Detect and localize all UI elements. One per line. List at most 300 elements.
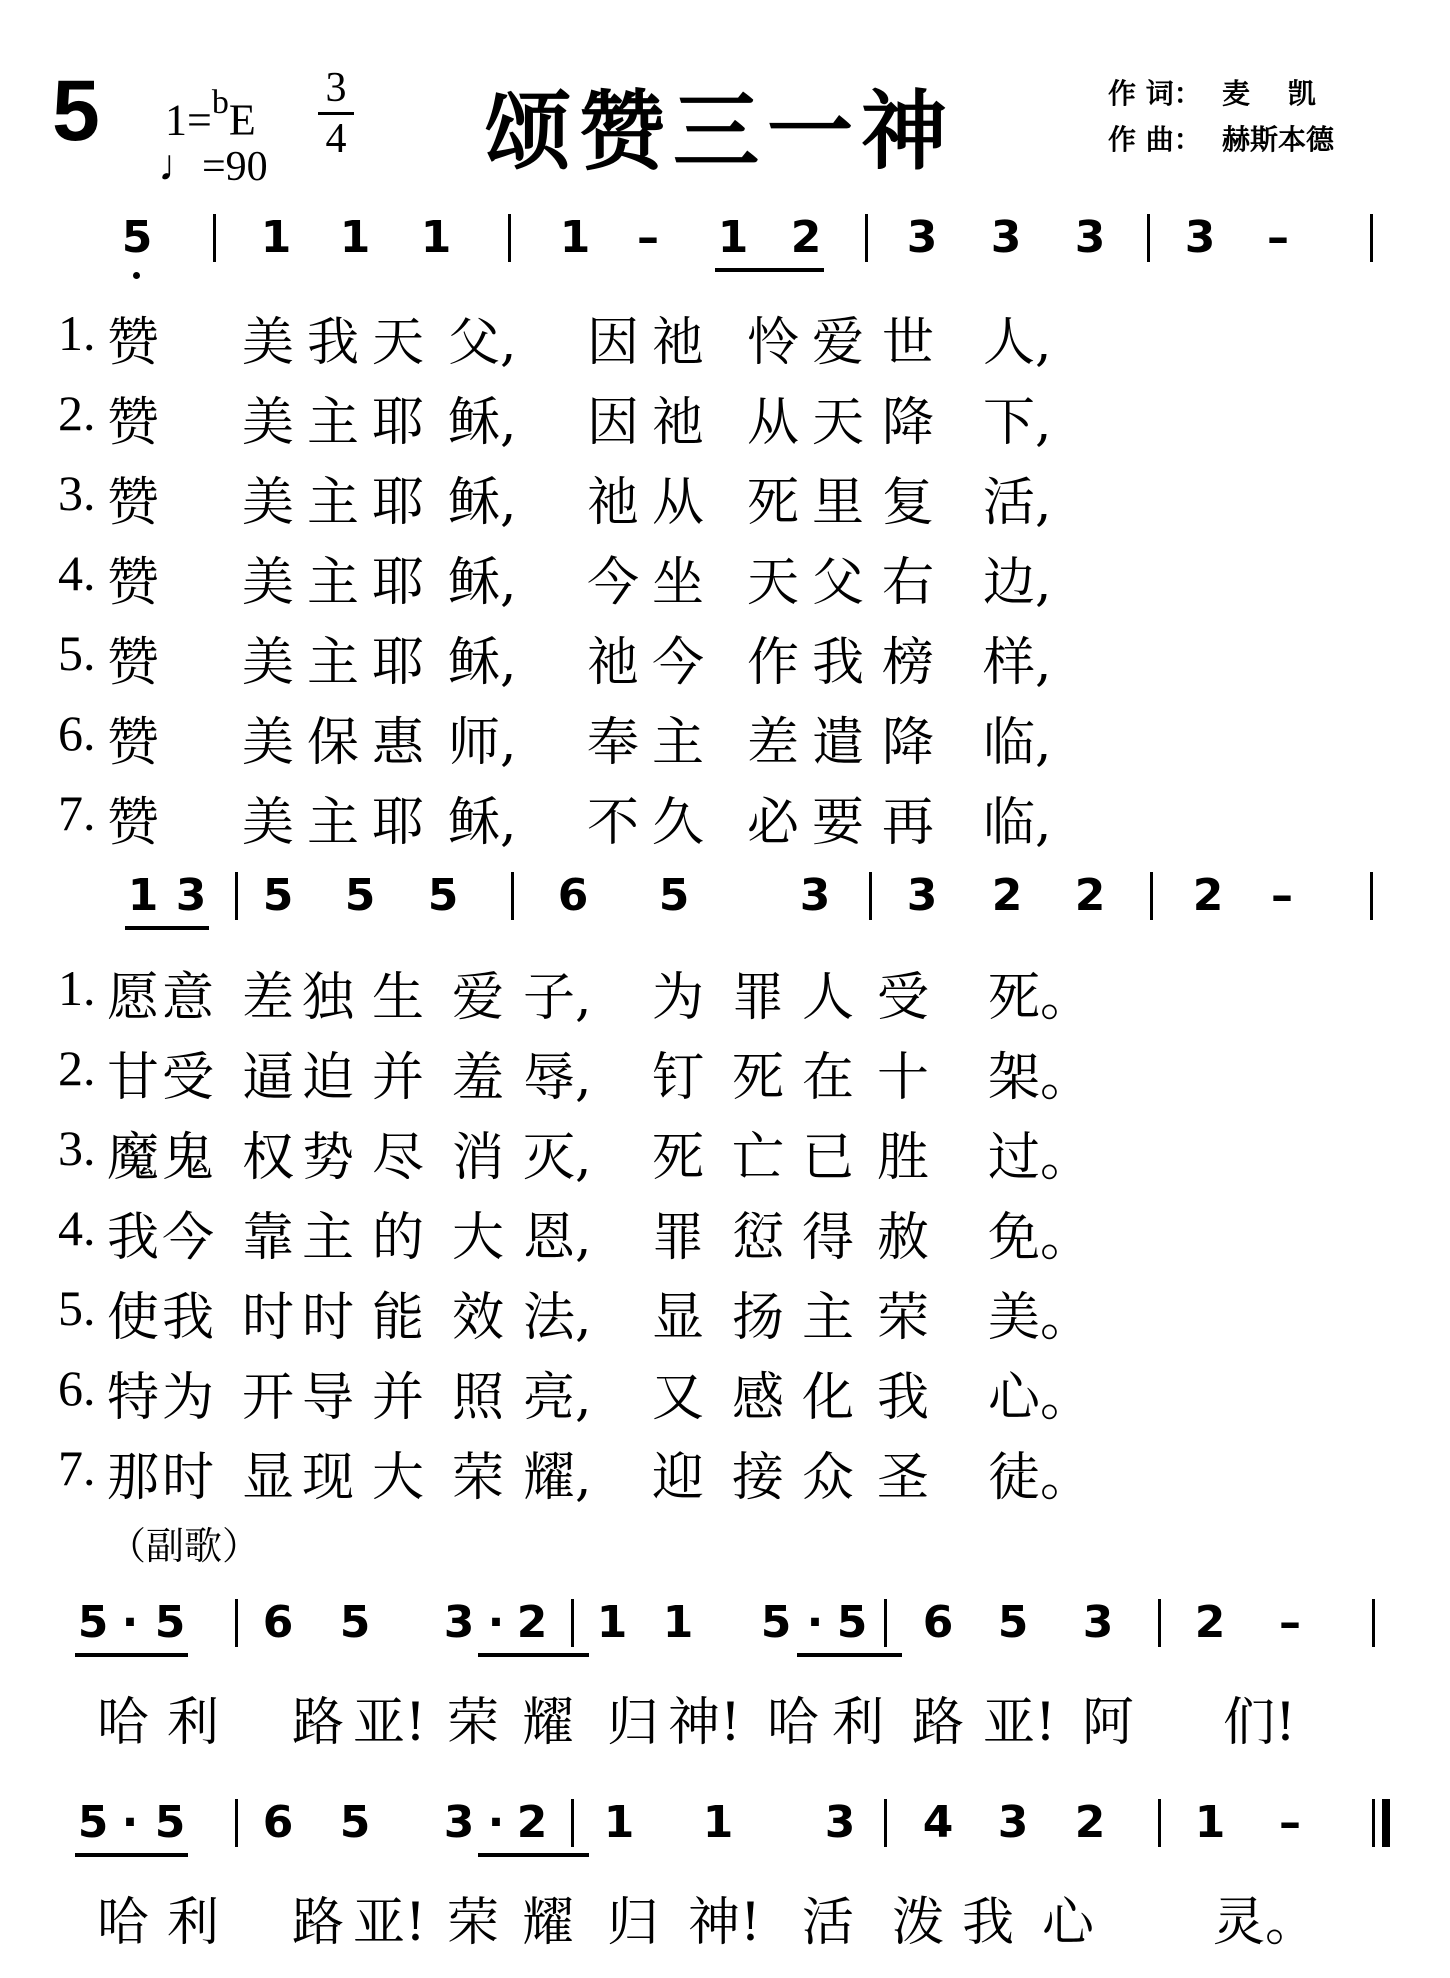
lyric-char: 久 — [651, 793, 704, 853]
lyric-char: 美 — [241, 793, 294, 853]
lyric-char: 荣 — [876, 1288, 929, 1348]
eighth-note-underline — [75, 1653, 188, 1657]
verse-number: 5. — [58, 1280, 96, 1336]
lyric-char: 我 — [161, 1288, 214, 1348]
lyric-char: 耶 — [371, 473, 424, 533]
lyric-char: 惠 — [371, 713, 424, 773]
note: 2 — [991, 870, 1023, 921]
lyric-char: 天 — [811, 393, 864, 453]
lyric-char: 受 — [161, 1048, 214, 1108]
lyric-char: 要 — [811, 793, 864, 853]
lyric-char: 大 — [371, 1448, 424, 1508]
chorus-lyric-char: 利 — [831, 1693, 884, 1753]
lyric-char: 受 — [876, 968, 929, 1028]
lyric-char: 独 — [301, 968, 354, 1028]
barline — [1370, 872, 1373, 920]
note: 5 — [154, 1597, 186, 1648]
lyric-char: 赞 — [106, 473, 159, 533]
lyric-char: 赞 — [106, 633, 159, 693]
composer-credit — [1108, 118, 1334, 158]
lyric-char: 稣, — [448, 393, 517, 453]
lyric-char: 羞 — [451, 1048, 504, 1108]
note: 2 — [516, 1797, 548, 1848]
lyric-char: 死 — [651, 1128, 704, 1188]
note: 1 — [559, 212, 591, 263]
lyric-char: 主 — [306, 393, 359, 453]
lyric-char: 特 — [106, 1368, 159, 1428]
lyricist-label: 作 词： — [1108, 77, 1202, 110]
lyric-char: 胜 — [876, 1128, 929, 1188]
lyric-char: 美 — [241, 633, 294, 693]
lyric-char: 人, — [983, 313, 1052, 373]
final-barline-thin — [1372, 1799, 1375, 1847]
barline — [869, 872, 872, 920]
time-signature-divider — [318, 112, 354, 115]
lyric-char: 扬 — [731, 1288, 784, 1348]
lyric-char: 在 — [801, 1048, 854, 1108]
lyric-char: 差 — [746, 713, 799, 773]
eighth-note-underline — [797, 1653, 902, 1657]
chorus-lyric-char: 哈 — [766, 1693, 819, 1753]
lyric-char: 导 — [301, 1368, 354, 1428]
note: 3 — [906, 212, 938, 263]
lyric-char: 祂 — [651, 313, 704, 373]
lyric-char: 甘 — [106, 1048, 159, 1108]
lyric-char: 得 — [801, 1208, 854, 1268]
lyric-char: 为 — [161, 1368, 214, 1428]
chorus-lyric-char: 哈 — [96, 1693, 149, 1753]
lyric-char: 今 — [651, 633, 704, 693]
lyric-char: 开 — [241, 1368, 294, 1428]
lyric-char: 赞 — [106, 553, 159, 613]
time-signature-top: 3 — [325, 65, 347, 111]
note: 5 — [344, 870, 376, 921]
chorus-lyric-char: 利 — [166, 1893, 219, 1953]
lyric-char: 因 — [586, 313, 639, 373]
lyric-char: 我 — [876, 1368, 929, 1428]
note: 2 — [1192, 870, 1224, 921]
eighth-note-underline — [715, 268, 824, 272]
eighth-note-underline — [478, 1853, 589, 1857]
lyric-char: 亡 — [731, 1128, 784, 1188]
verse-number: 7. — [58, 1440, 96, 1496]
note: · — [487, 1797, 505, 1848]
composer-name: 赫斯本德 — [1222, 123, 1335, 156]
lyric-char: 过。 — [988, 1128, 1093, 1188]
lyric-char: 显 — [241, 1448, 294, 1508]
lyric-char: 世 — [881, 313, 934, 373]
lyric-char: 不 — [586, 793, 639, 853]
lyric-char: 赦 — [876, 1208, 929, 1268]
barline — [884, 1799, 887, 1847]
lyric-char: 亮, — [523, 1368, 592, 1428]
note: 3 — [997, 1797, 1029, 1848]
chorus-lyric-char: 神! — [668, 1693, 741, 1753]
verse-number: 6. — [58, 1360, 96, 1416]
note: 1 — [717, 212, 749, 263]
barline — [1372, 1599, 1375, 1647]
chorus-lyric-char: 路 — [911, 1693, 964, 1753]
lyric-char: 恩, — [523, 1208, 592, 1268]
note: 6 — [262, 1597, 294, 1648]
verse-number: 5. — [58, 625, 96, 681]
chorus-lyric-char: 阿 — [1081, 1693, 1134, 1753]
lyric-char: 死。 — [988, 968, 1093, 1028]
lyric-char: 美 — [241, 393, 294, 453]
barline — [508, 214, 511, 262]
lyric-char: 奉 — [586, 713, 639, 773]
note: 3 — [824, 1797, 856, 1848]
lyric-char: 今 — [586, 553, 639, 613]
lyric-char: 愆 — [731, 1208, 784, 1268]
low-octave-dot — [133, 272, 140, 279]
barline — [865, 214, 868, 262]
note: 5 — [760, 1597, 792, 1648]
barline — [235, 872, 238, 920]
lyric-char: 必 — [746, 793, 799, 853]
lyric-char: 死 — [746, 473, 799, 533]
lyric-char: 鬼 — [161, 1128, 214, 1188]
lyric-char: 我 — [106, 1208, 159, 1268]
lyric-char: 时 — [301, 1288, 354, 1348]
lyric-char: 边, — [983, 553, 1052, 613]
lyric-char: 稣, — [448, 633, 517, 693]
lyric-char: 爱 — [451, 968, 504, 1028]
lyric-char: 主 — [306, 473, 359, 533]
chorus-lyric-char: 耀 — [521, 1893, 574, 1953]
chorus-lyric-char: 归 — [606, 1893, 659, 1953]
lyric-char: 法, — [523, 1288, 592, 1348]
note: · — [121, 1597, 139, 1648]
chorus-lyric-char: 亚! — [983, 1693, 1056, 1753]
note: 1 — [596, 1597, 628, 1648]
note: – — [1279, 1597, 1301, 1648]
lyric-char: 降 — [881, 713, 934, 773]
lyric-char: 并 — [371, 1048, 424, 1108]
chorus-lyric-char: 心 — [1041, 1893, 1094, 1953]
lyric-char: 美 — [241, 313, 294, 373]
note: 6 — [262, 1797, 294, 1848]
note: 5 — [997, 1597, 1029, 1648]
lyric-char: 祂 — [586, 633, 639, 693]
note: 5 — [77, 1797, 109, 1848]
lyric-char: 复 — [881, 473, 934, 533]
lyric-char: 耶 — [371, 793, 424, 853]
tempo-marking — [158, 140, 268, 191]
lyric-char: 的 — [371, 1208, 424, 1268]
lyric-char: 死 — [731, 1048, 784, 1108]
lyric-char: 心。 — [988, 1368, 1093, 1428]
chorus-label: （副歌） — [108, 1524, 261, 1568]
note: 3 — [1082, 1597, 1114, 1648]
lyric-char: 现 — [301, 1448, 354, 1508]
lyric-char: 免。 — [988, 1208, 1093, 1268]
chorus-lyric-char: 们! — [1223, 1693, 1296, 1753]
tempo-value: =90 — [202, 144, 268, 190]
note: 4 — [922, 1797, 954, 1848]
lyric-char: 能 — [371, 1288, 424, 1348]
chorus-lyric-char: 荣 — [446, 1693, 499, 1753]
lyricist-credit — [1108, 72, 1316, 112]
note: 1 — [702, 1797, 734, 1848]
lyric-char: 架。 — [988, 1048, 1093, 1108]
lyric-char: 主 — [306, 553, 359, 613]
lyric-char: 稣, — [448, 553, 517, 613]
lyric-char: 赞 — [106, 313, 159, 373]
lyric-char: 耶 — [371, 633, 424, 693]
lyric-char: 遣 — [811, 713, 864, 773]
note: 5 — [154, 1797, 186, 1848]
lyric-char: 徒。 — [988, 1448, 1093, 1508]
verse-number: 1. — [58, 960, 96, 1016]
lyric-char: 大 — [451, 1208, 504, 1268]
barline — [235, 1599, 238, 1647]
lyric-char: 作 — [746, 633, 799, 693]
note: 1 — [603, 1797, 635, 1848]
note: 1 — [420, 212, 452, 263]
lyric-char: 样, — [983, 633, 1052, 693]
lyric-char: 人 — [801, 968, 854, 1028]
lyric-char: 里 — [811, 473, 864, 533]
lyric-char: 耶 — [371, 393, 424, 453]
note: 5 — [836, 1597, 868, 1648]
lyric-char: 那 — [106, 1448, 159, 1508]
lyric-char: 已 — [801, 1128, 854, 1188]
chorus-lyric-char: 亚! — [353, 1893, 426, 1953]
lyric-char: 荣 — [451, 1448, 504, 1508]
lyric-char: 保 — [306, 713, 359, 773]
chorus-lyric-char: 路 — [291, 1893, 344, 1953]
lyric-char: 天 — [746, 553, 799, 613]
note: 3 — [990, 212, 1022, 263]
lyric-char: 差 — [241, 968, 294, 1028]
lyric-char: 稣, — [448, 473, 517, 533]
barline — [1147, 214, 1150, 262]
eighth-note-underline — [478, 1653, 589, 1657]
note: 5 — [427, 870, 459, 921]
note: · — [487, 1597, 505, 1648]
lyric-char: 主 — [306, 633, 359, 693]
lyric-char: 右 — [881, 553, 934, 613]
lyric-char: 我 — [306, 313, 359, 373]
composer-label: 作 曲： — [1108, 123, 1202, 156]
note: 1 — [127, 870, 159, 921]
lyric-char: 意 — [161, 968, 214, 1028]
note: 3 — [443, 1597, 475, 1648]
chorus-lyric-char: 泼 — [891, 1893, 944, 1953]
lyric-char: 主 — [801, 1288, 854, 1348]
lyric-char: 耀, — [523, 1448, 592, 1508]
note: 5 — [339, 1797, 371, 1848]
chorus-lyric-char: 神! — [688, 1893, 761, 1953]
verse-number: 3. — [58, 465, 96, 521]
lyric-char: 主 — [301, 1208, 354, 1268]
lyric-char: 主 — [651, 713, 704, 773]
lyric-char: 天 — [371, 313, 424, 373]
note: 1 — [662, 1597, 694, 1648]
lyric-char: 赞 — [106, 393, 159, 453]
note: 5 — [658, 870, 690, 921]
lyric-char: 并 — [371, 1368, 424, 1428]
barline — [511, 872, 514, 920]
note: 1 — [1194, 1797, 1226, 1848]
note: 2 — [1074, 1797, 1106, 1848]
lyric-char: 耶 — [371, 553, 424, 613]
verse-number: 7. — [58, 785, 96, 841]
verse-number: 3. — [58, 1120, 96, 1176]
lyric-char: 显 — [651, 1288, 704, 1348]
chorus-lyric-char: 利 — [166, 1693, 219, 1753]
verse-number: 1. — [58, 305, 96, 361]
lyric-char: 靠 — [241, 1208, 294, 1268]
barline — [571, 1599, 574, 1647]
lyric-char: 今 — [161, 1208, 214, 1268]
lyric-char: 赞 — [106, 793, 159, 853]
chorus-lyric-char: 活 — [801, 1893, 854, 1953]
key-note: E — [228, 95, 256, 145]
note: 3 — [1184, 212, 1216, 263]
eighth-note-underline — [75, 1853, 188, 1857]
note: 5 — [339, 1597, 371, 1648]
lyric-char: 美 — [241, 713, 294, 773]
time-signature-bottom: 4 — [325, 116, 347, 162]
note: 3 — [443, 1797, 475, 1848]
lyric-char: 父, — [448, 313, 517, 373]
lyric-char: 照 — [451, 1368, 504, 1428]
note: – — [637, 212, 659, 263]
note: 5 — [77, 1597, 109, 1648]
note: 6 — [557, 870, 589, 921]
note: 2 — [1074, 870, 1106, 921]
note: 2 — [1194, 1597, 1226, 1648]
lyric-char: 从 — [651, 473, 704, 533]
hymn-number: 5 — [52, 63, 100, 159]
note: 1 — [260, 212, 292, 263]
lyricist-name: 麦 凯 — [1222, 77, 1316, 110]
lyric-char: 美。 — [988, 1288, 1093, 1348]
lyric-char: 子, — [523, 968, 592, 1028]
eighth-note-underline — [125, 926, 209, 930]
lyric-char: 众 — [801, 1448, 854, 1508]
lyric-char: 魔 — [106, 1128, 159, 1188]
lyric-char: 美 — [241, 473, 294, 533]
note: – — [1267, 212, 1289, 263]
lyric-char: 愿 — [106, 968, 159, 1028]
lyric-char: 罪 — [731, 968, 784, 1028]
note: 2 — [790, 212, 822, 263]
final-barline-thick — [1382, 1799, 1390, 1847]
lyric-char: 临, — [983, 793, 1052, 853]
note: 1 — [339, 212, 371, 263]
lyric-char: 活, — [983, 473, 1052, 533]
chorus-lyric-char: 灵。 — [1213, 1893, 1318, 1953]
lyric-char: 逼 — [241, 1048, 294, 1108]
verse-number: 2. — [58, 385, 96, 441]
flat-accidental: b — [211, 84, 229, 121]
lyric-char: 祂 — [586, 473, 639, 533]
lyric-char: 怜 — [746, 313, 799, 373]
lyric-char: 权 — [241, 1128, 294, 1188]
note: 5 — [262, 870, 294, 921]
lyric-char: 时 — [241, 1288, 294, 1348]
lyric-char: 使 — [106, 1288, 159, 1348]
lyric-char: 罪 — [651, 1208, 704, 1268]
lyric-char: 接 — [731, 1448, 784, 1508]
lyric-char: 时 — [161, 1448, 214, 1508]
barline — [1158, 1799, 1161, 1847]
lyric-char: 生 — [371, 968, 424, 1028]
lyric-char: 又 — [651, 1368, 704, 1428]
lyric-char: 迎 — [651, 1448, 704, 1508]
lyric-char: 榜 — [881, 633, 934, 693]
quarter-note-icon: ♩ — [158, 141, 202, 190]
note: · — [121, 1797, 139, 1848]
barline — [1150, 872, 1153, 920]
note: 3 — [906, 870, 938, 921]
note: 3 — [1074, 212, 1106, 263]
note: – — [1279, 1797, 1301, 1848]
verse-number: 2. — [58, 1040, 96, 1096]
note: · — [806, 1597, 824, 1648]
lyric-char: 父 — [811, 553, 864, 613]
barline — [571, 1799, 574, 1847]
barline — [884, 1599, 887, 1647]
lyric-char: 钉 — [651, 1048, 704, 1108]
note: 3 — [175, 870, 207, 921]
lyric-char: 尽 — [371, 1128, 424, 1188]
chorus-lyric-char: 我 — [961, 1893, 1014, 1953]
lyric-char: 美 — [241, 553, 294, 613]
barline — [1158, 1599, 1161, 1647]
lyric-char: 十 — [876, 1048, 929, 1108]
key-signature — [165, 84, 256, 146]
lyric-char: 下, — [983, 393, 1052, 453]
lyric-char: 师, — [448, 713, 517, 773]
barline — [1370, 214, 1373, 262]
lyric-char: 再 — [881, 793, 934, 853]
chorus-lyric-char: 归 — [606, 1693, 659, 1753]
lyric-char: 圣 — [876, 1448, 929, 1508]
lyric-char: 我 — [811, 633, 864, 693]
lyric-char: 主 — [306, 793, 359, 853]
verse-number: 4. — [58, 545, 96, 601]
chorus-lyric-char: 哈 — [96, 1893, 149, 1953]
time-signature — [318, 66, 354, 161]
lyric-char: 辱, — [523, 1048, 592, 1108]
lyric-char: 为 — [651, 968, 704, 1028]
verse-number: 6. — [58, 705, 96, 761]
lyric-char: 化 — [801, 1368, 854, 1428]
lyric-char: 赞 — [106, 713, 159, 773]
lyric-char: 感 — [731, 1368, 784, 1428]
lyric-char: 降 — [881, 393, 934, 453]
lyric-char: 从 — [746, 393, 799, 453]
note: 2 — [516, 1597, 548, 1648]
lyric-char: 消 — [451, 1128, 504, 1188]
lyric-char: 灭, — [523, 1128, 592, 1188]
lyric-char: 效 — [451, 1288, 504, 1348]
note: 5 — [121, 212, 153, 263]
lyric-char: 稣, — [448, 793, 517, 853]
barline — [235, 1799, 238, 1847]
hymn-title: 颂赞三一神 — [485, 81, 955, 182]
barline — [213, 214, 216, 262]
lyric-char: 临, — [983, 713, 1052, 773]
note: 6 — [922, 1597, 954, 1648]
chorus-lyric-char: 耀 — [521, 1693, 574, 1753]
lyric-char: 祂 — [651, 393, 704, 453]
chorus-lyric-char: 路 — [291, 1693, 344, 1753]
